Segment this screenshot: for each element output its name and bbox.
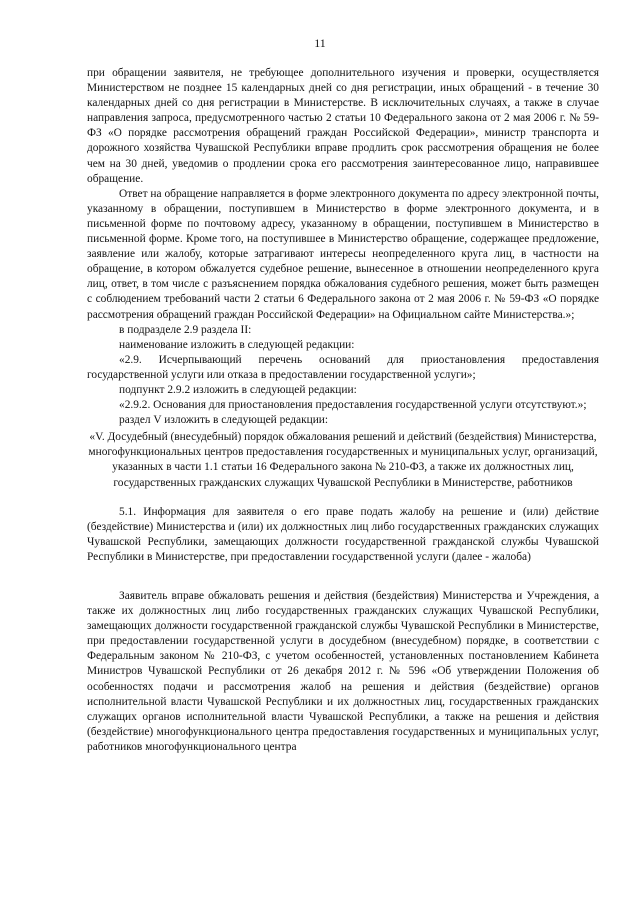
paragraph: наименование изложить в следующей редакции:	[119, 338, 355, 351]
document-body	[87, 66, 599, 755]
paragraph: «2.9. Исчерпывающий перечень оснований для приостановления предоставления государственной услуги или отказа в предоставлении государственной услуги»;	[87, 353, 599, 381]
page-number: 11	[314, 36, 326, 50]
paragraph: раздел V изложить в следующей редакции:	[119, 414, 329, 427]
subsection-heading: 5.1. Информация для заявителя о его праве подать жалобу на решение и (или) действие (бездействие) Министерства и (или) их должностных лиц либо государственных гражданских служащих Чувашской Республики, замещающих должности государственной гражданской службы Чувашской Республики в Министерстве, при предоставлении государственной услуги (далее - жалоба)	[87, 505, 599, 563]
paragraph: Заявитель вправе обжаловать решения и действия (бездействия) Министерства и Учреждения, а также их должностных лиц либо государственных гражданских служащих Чувашской Республики, замещающих должности государственной гражданской службы Чувашской Республики в Министерстве, при предоставлении государственной услуги в досудебном (внесудебном) порядке, в соответствии с Федеральным законом № 210-ФЗ, с учетом особенностей, установленных постановлением Кабинета Министров Чувашской Республики от 26 декабря 2012 г. № 596 «Об утверждении Положения об особенностях подачи и рассмотрения жалоб на решения и действия (бездействие) органов исполнительной власти Чувашской Республики и их должностных лиц, государственных гражданских служащих органов исполнительной власти Чувашской Республики, а также на решения и действия (бездействие) многофункционального центра предоставления государственных и муниципальных услуг, работников многофункционального центра	[87, 590, 599, 753]
paragraph: при обращении заявителя, не требующее дополнительного изучения и проверки, осуществляется Министерством не позднее 15 календарных дней со дня регистрации, иных обращений - в течение 30 календарных дней со дня регистрации в Министерстве. В исключительных случаях, а также в случае направления запроса, предусмотренного частью 2 статьи 10 Федерального закона от 2 мая 2006 г. № 59-ФЗ «О порядке рассмотрения обращений граждан Российской Федерации», министр транспорта и дорожного хозяйства Чувашской Республики вправе продлить срок рассмотрения обращения не более чем на 30 дней, уведомив о продлении срока его рассмотрения заинтересованное лицо, направившее обращение.	[87, 67, 599, 185]
paragraph: в подразделе 2.9 раздела II:	[119, 323, 252, 336]
paragraph: Ответ на обращение направляется в форме электронного документа по адресу электронной почты, указанному в обращении, поступившем в Министерство в форме электронного документа, и в письменной форме по почтовому адресу, указанному в обращении, поступившем в Министерство в письменной форме. Кроме того, на поступившее в Министерство обращение, содержащее предложение, заявление или жалобу, которые затрагивают интересы неопределенного круга лиц, в частности на обращение, в котором обжалуется судебное решение, вынесенное в отношении неопределенного круга лиц, ответ, в том числе с разъяснением порядка обжалования судебного решения, может быть размещен с соблюдением требований части 2 статьи 6 Федерального закона от 2 мая 2006 г. № 59-ФЗ «О порядке рассмотрения обращений граждан Российской Федерации» на Официальном сайте Министерства.»;	[87, 187, 599, 321]
paragraph: подпункт 2.9.2 изложить в следующей редакции:	[119, 383, 357, 396]
section-heading: «V. Досудебный (внесудебный) порядок обжалования решений и действий (бездействия) Министерства, многофункциональных центров предоставления государственных и муниципальных услуг, организаций, указанных в части 1.1 статьи 16 Федерального закона № 210-ФЗ, а также их должностных лиц, государственных гражданских служащих Чувашской Республики в Министерстве, работников	[88, 431, 598, 489]
paragraph: «2.9.2. Основания для приостановления предоставления государственной услуги отсутствуют.»;	[119, 399, 587, 412]
